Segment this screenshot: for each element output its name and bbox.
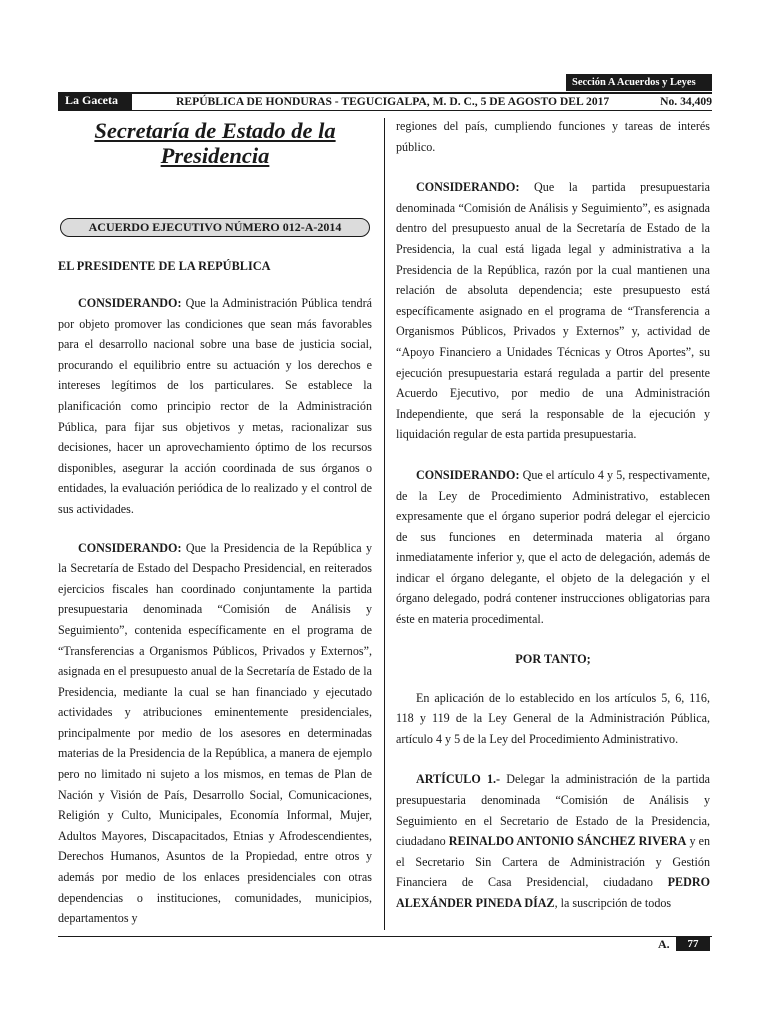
header-dateline: [176, 95, 712, 109]
paragraph-text: Delegar la administración de la partida presupuestaria denominada “Comisión de Análisis y Seguimiento en el Secretario de Estado de la Presidencia, ciudadano: [396, 772, 710, 849]
page-number: 77: [676, 937, 710, 951]
page-section-letter: A.: [658, 937, 670, 951]
considerando-paragraph-1: [58, 293, 372, 520]
acuerdo-heading: ACUERDO EJECUTIVO NÚMERO 012-A-2014: [60, 218, 370, 237]
por-tanto-heading: POR TANTO;: [515, 651, 591, 666]
article-keyword: ARTÍCULO 1.-: [416, 772, 501, 787]
considerando-paragraph-3: [396, 177, 710, 445]
considerando-keyword: CONSIDERANDO:: [416, 180, 520, 195]
paragraph-text: Que la Presidencia de la República y la Secretaría de Estado del Despacho Presidencial, en reiterados ejercicios fiscales han coordinado conjuntamente la partida presupuestaria denominada “Comisión de Análisis y Seguimiento”, contenida específicamente en el programa de “Transferencias a Organismos Públicos, Privados y Externos”, asignada en el presupuesto anual de la Secretaría de Estado de la Presidencia, mediante la cual se han financiado y ejecutado actividades y atribuciones eminentemente presidenciales, principalmente por medio de los asesores en determinadas materias de la Presidencia de la República, a manera de ejemplo pero no limitado ni sujeto a los mismos, en temas de Plan de Nación y Visión de País, Desarrollo Social, Comunicaciones, Religión y Culto, Municipales, Economía Informal, Mujer, Adultos Mayores, Discapacitados, Etnias y Afrodescendientes, Derechos Humanos, Asuntos de la Propiedad, entre otros y además por medio de los enlaces presidenciales con otras dependencias o instituciones, comunidades, municipios, departamentos y: [58, 540, 372, 926]
footer-rule: [58, 936, 712, 937]
paragraph-text: Que la partida presupuestaria denominada “Comisión de Análisis y Seguimiento”, es asignada dentro del presupuesto anual de la Secretaría de Estado de la Presidencia, la cual está ligada legal y administrativa a la Presidencia de la República, razón por la cual mantienen una relación de absoluta dependencia; este presupuesto está específicamente asignado en el programa de “Transferencia a Organismos Públicos, Privados y Externos” y, actividad de “Apoyo Financiero a Unidades Técnicas y Otros Aportes”, su ejecución presupuestaria estará regulada a partir del presente Acuerdo Ejecutivo, por medio de una Administración Independiente, que será la responsable de la ejecución y liquidación regular de esta partida presupuestaria.: [396, 180, 710, 442]
section-title: [58, 116, 372, 168]
considerando-keyword: CONSIDERANDO:: [78, 296, 182, 310]
dateline-text: REPÚBLICA DE HONDURAS - TEGUCIGALPA, M. D. C., 5 DE AGOSTO DEL 2017: [176, 95, 610, 108]
section-title-line1: Secretaría de Estado de la: [94, 118, 336, 143]
gazette-logo: La Gaceta: [58, 92, 132, 110]
right-column: [396, 116, 710, 914]
issue-number: No. 34,409: [660, 95, 712, 108]
section-title-line2: Presidencia: [160, 143, 270, 168]
article-1-paragraph: [396, 769, 710, 913]
considerando-paragraph-2: [58, 538, 372, 929]
left-column: [58, 116, 372, 929]
paragraph-text: y en el Secretario Sin Cartera de Administración y Gestión Financiera de Casa Presidencial, ciudadano: [396, 834, 710, 890]
paragraph-text: Que la Administración Pública tendrá por objeto promover las condiciones que sean más favorables para el desarrollo nacional sobre una base de justicia social, procurando el equilibrio entre su actuación y los derechos e intereses legítimos de los particulares. Se establece la planificación como principio rector de la Administración Pública, para fijar sus objetivos y metas, racionalizar sus decisiones, hacer un aprovechamiento óptimo de los recursos disponibles, asegurar la acción coordinada de sus órganos o entidades, la evaluación periódica de lo realizado y el control de sus actividades.: [58, 296, 372, 516]
section-label: Sección A Acuerdos y Leyes: [566, 74, 712, 91]
column-divider: [384, 118, 385, 930]
person-name: PEDRO ALEXÁNDER PINEDA DÍAZ: [396, 875, 710, 910]
considerando-keyword: CONSIDERANDO:: [78, 540, 182, 555]
header-rule: [58, 92, 712, 94]
considerando-keyword: CONSIDERANDO:: [416, 467, 520, 482]
person-name: REINALDO ANTONIO SÁNCHEZ RIVERA: [448, 834, 687, 849]
header-rule-bottom: [58, 110, 712, 111]
president-heading: EL PRESIDENTE DE LA REPÚBLICA: [58, 259, 271, 273]
paragraph-text: , la suscripción de todos: [554, 896, 672, 910]
continued-paragraph: regiones del país, cumpliendo funciones y tareas de interés público.: [396, 119, 710, 154]
considerando-paragraph-4: [396, 465, 710, 630]
application-paragraph: En aplicación de lo establecido en los artículos 5, 6, 116, 118 y 119 de la Ley General de la Administración Pública, artículo 4 y 5 de la Ley del Procedimiento Administrativo.: [396, 690, 710, 746]
paragraph-text: Que el artículo 4 y 5, respectivamente, de la Ley de Procedimiento Administrativo, establecen expresamente que el órgano superior podrá delegar el ejercicio de sus funciones en determinada materia al órgano inmediatamente inferior y, que el acto de delegación, además de indicar el órgano delegante, el objeto de la delegación y el órgano delegado, podrá contener instrucciones obligatorias para éste en materia procedimental.: [396, 467, 710, 627]
